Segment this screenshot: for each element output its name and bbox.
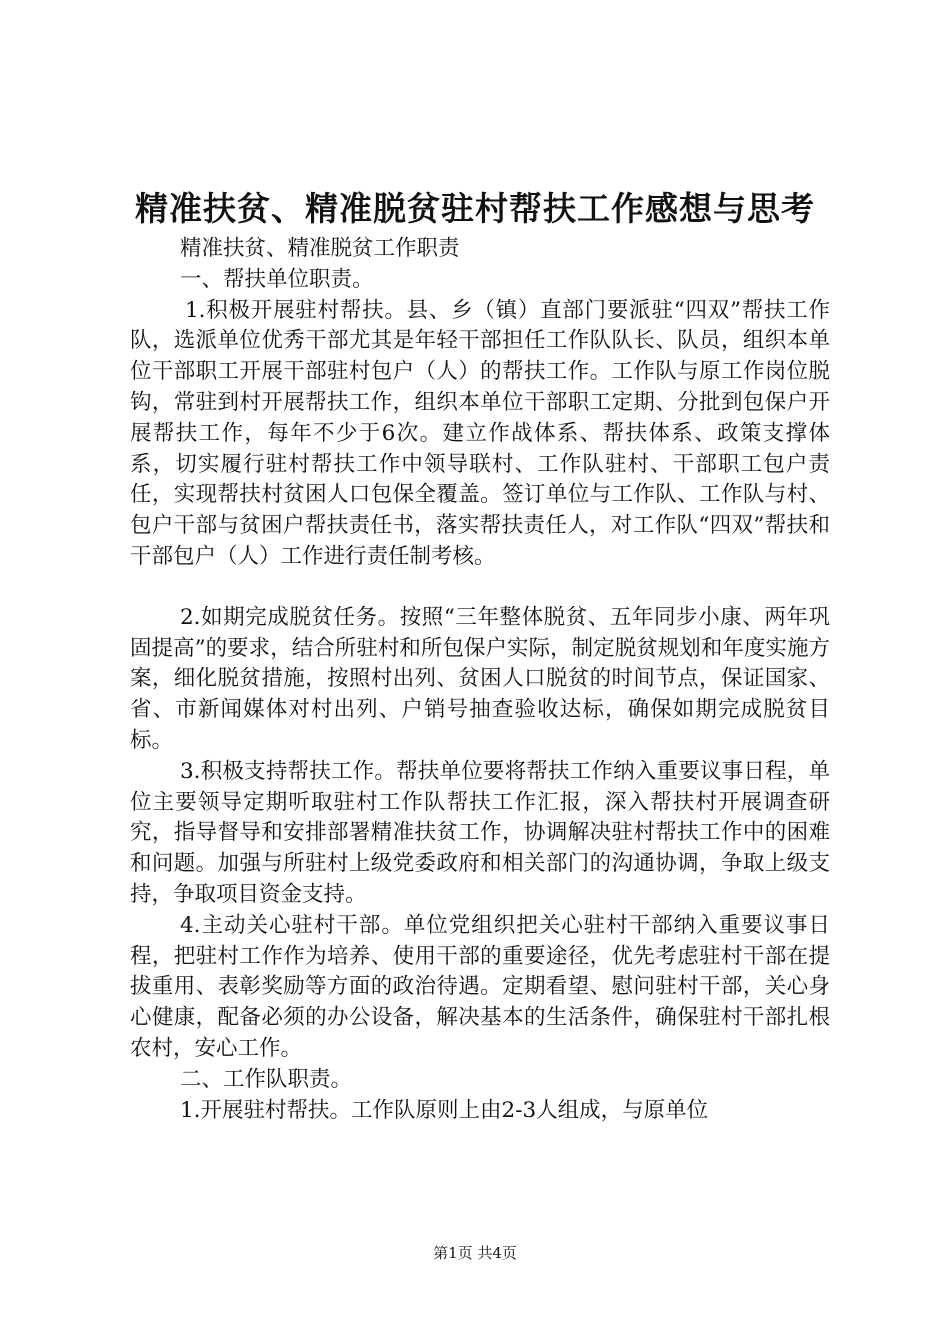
paragraph-spacer [130, 573, 830, 603]
paragraph-3: 3.积极支持帮扶工作。帮扶单位要将帮扶工作纳入重要议事日程，单位主要领导定期听取驻村工作队帮扶工作汇报，深入帮扶村开展调查研究，指导督导和安排部署精准扶贫工作，协调解决驻村帮扶工作中的困难和问题。加强与所驻村上级党委政府和相关部门的沟通协调，争取上级支持，争取项目资金支持。 [130, 758, 830, 907]
document-title: 精准扶贫、精准脱贫驻村帮扶工作感想与思考 [135, 189, 815, 228]
page-number-footer: 第1页 共4页 [433, 1244, 517, 1262]
section-heading-2: 二、工作队职责。 [180, 1066, 353, 1092]
document-body [130, 234, 830, 1126]
paragraph-2: 2.如期完成脱贫任务。按照“三年整体脱贫、五年同步小康、两年巩固提高”的要求，结合所驻村和所包保户实际，制定脱贫规划和年度实施方案，细化脱贫措施，按照村出列、贫困人口脱贫的时间节点，保证国家、省、市新闻媒体对村出列、户销号抽查验收达标，确保如期完成脱贫目标。 [130, 604, 830, 753]
paragraph-1: 1.积极开展驻村帮扶。县、乡（镇）直部门要派驻“四双”帮扶工作队，选派单位优秀干部尤其是年轻干部担任工作队队长、队员，组织本单位干部职工开展干部驻村包户（人）的帮扶工作。工作队与原工作岗位脱钩，常驻到村开展帮扶工作，组织本单位干部职工定期、分批到包保户开展帮扶工作，每年不少于6次。建立作战体系、帮扶体系、政策支撑体系，切实履行驻村帮扶工作中领导联村、工作队驻村、干部职工包户责任，实现帮扶村贫困人口包保全覆盖。签订单位与工作队、工作队与村、包户干部与贫困户帮扶责任书，落实帮扶责任人，对工作队“四双”帮扶和干部包户（人）工作进行责任制考核。 [130, 297, 830, 569]
document-subtitle: 精准扶贫、精准脱贫工作职责 [180, 236, 460, 261]
paragraph-4: 4.主动关心驻村干部。单位党组织把关心驻村干部纳入重要议事日程，把驻村工作作为培养、使用干部的重要途径，优先考虑驻村干部在提拔重用、表彰奖励等方面的政治待遇。定期看望、慰问驻村干部，关心身心健康，配备必须的办公设备，解决基本的生活条件，确保驻村干部扎根农村，安心工作。 [130, 912, 830, 1061]
paragraph-5: 1.开展驻村帮扶。工作队原则上由2-3人组成，与原单位 [180, 1097, 709, 1123]
section-heading-1: 一、帮扶单位职责。 [180, 266, 374, 292]
